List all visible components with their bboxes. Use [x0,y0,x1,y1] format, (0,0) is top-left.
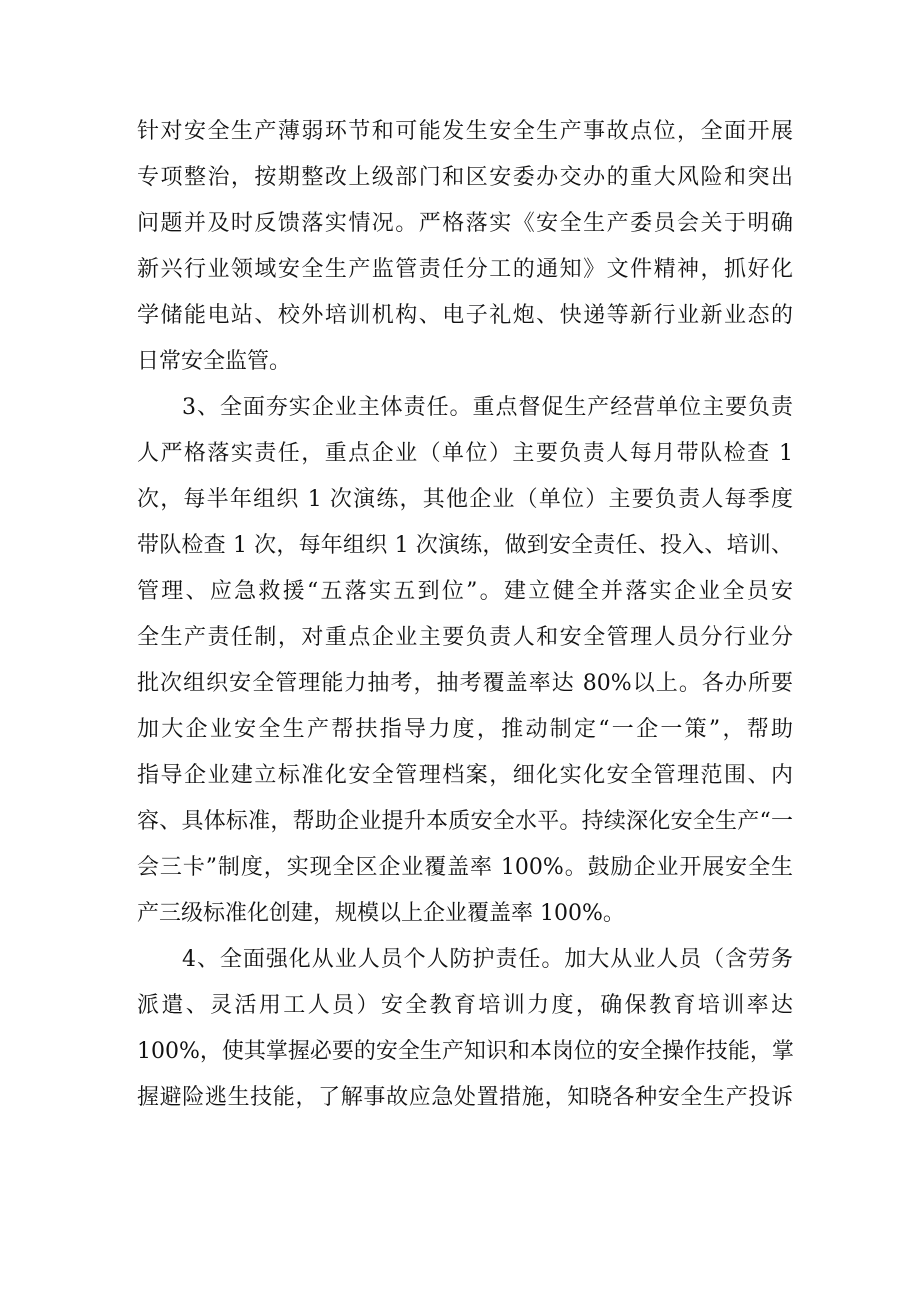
text-line: 人严格落实责任，重点企业（单位）主要负责人每月带队检查 1 [137,441,793,466]
text-line: 次，每半年组织 1 次演练，其他企业（单位）主要负责人每季度 [137,487,793,512]
text-line: 4、全面强化从业人员个人防护责任。加大从业人员（含劳务 [182,947,793,972]
text-line: 3、全面夯实企业主体责任。重点督促生产经营单位主要负责 [182,395,793,420]
text-line: 针对安全生产薄弱环节和可能发生安全生产事故点位，全面开展 [137,119,793,144]
text-line: 新兴行业领域安全生产监管责任分工的通知》文件精神，抓好化 [137,257,793,282]
text-line: 会三卡”制度，实现全区企业覆盖率 100%。鼓励企业开展安全生 [137,855,793,880]
text-line: 管理、应急救援“五落实五到位”。建立健全并落实企业全员安 [137,579,793,604]
text-line: 指导企业建立标准化安全管理档案，细化实化安全管理范围、内 [137,763,793,788]
text-line: 批次组织安全管理能力抽考，抽考覆盖率达 80%以上。各办所要 [137,671,793,696]
text-line: 全生产责任制，对重点企业主要负责人和安全管理人员分行业分 [137,625,793,650]
text-line: 专项整治，按期整改上级部门和区安委办交办的重大风险和突出 [137,165,793,190]
text-line: 带队检查 1 次，每年组织 1 次演练，做到安全责任、投入、培训、 [137,533,793,558]
text-line: 100%，使其掌握必要的安全生产知识和本岗位的安全操作技能，掌 [137,1039,794,1064]
text-line: 派遣、灵活用工人员）安全教育培训力度，确保教育培训率达 [137,993,793,1018]
text-line: 容、具体标准，帮助企业提升本质安全水平。持续深化安全生产“一 [137,809,793,834]
text-line: 日常安全监管。 [137,349,292,374]
text-line: 学储能电站、校外培训机构、电子礼炮、快递等新行业新业态的 [137,303,793,328]
text-line: 产三级标准化创建，规模以上企业覆盖率 100%。 [137,901,625,926]
text-line: 问题并及时反馈落实情况。严格落实《安全生产委员会关于明确 [137,211,793,236]
text-line: 加大企业安全生产帮扶指导力度，推动制定“一企一策”，帮助 [137,717,793,742]
text-line: 握避险逃生技能，了解事故应急处置措施，知晓各种安全生产投诉 [137,1085,793,1110]
